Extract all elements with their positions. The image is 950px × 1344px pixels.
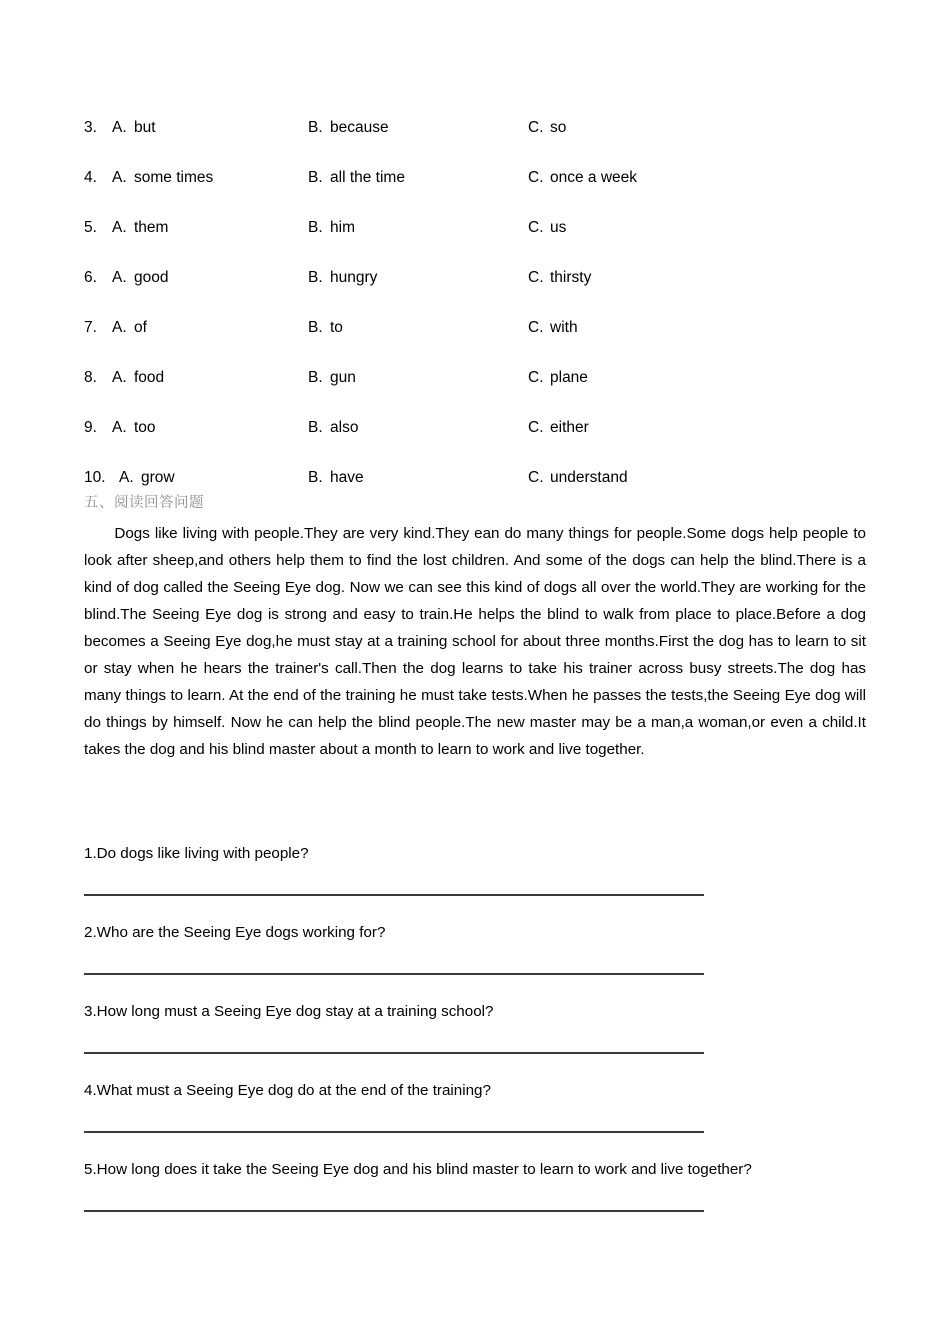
mc-option-c-letter: C. — [528, 369, 544, 386]
mc-option-c[interactable] — [528, 368, 588, 388]
question-item — [84, 1080, 874, 1159]
mc-option-c-letter: C. — [528, 119, 544, 136]
mc-option-b-letter: B. — [308, 169, 323, 186]
mc-option-b-text: all the time — [330, 169, 405, 186]
mc-option-c[interactable] — [528, 118, 566, 138]
answer-line[interactable] — [84, 1131, 704, 1133]
mc-option-b-letter: B. — [308, 419, 323, 436]
mc-option-a[interactable] — [112, 268, 168, 288]
mc-option-a-letter: A. — [119, 469, 134, 486]
mc-option-c-text: either — [550, 419, 589, 436]
mc-option-a[interactable] — [112, 118, 156, 138]
mc-item-number: 4. — [84, 169, 97, 186]
mc-option-c-letter: C. — [528, 319, 544, 336]
mc-row — [84, 218, 884, 268]
mc-option-b-text: have — [330, 469, 364, 486]
section-heading: 五、阅读回答问题 — [84, 495, 204, 511]
mc-option-c-letter: C. — [528, 219, 544, 236]
mc-option-b[interactable] — [308, 318, 343, 338]
answer-line[interactable] — [84, 973, 704, 975]
mc-item-number: 5. — [84, 219, 97, 236]
mc-option-c[interactable] — [528, 268, 591, 288]
mc-item-number: 9. — [84, 419, 97, 436]
mc-option-b-text: him — [330, 219, 355, 236]
mc-option-b[interactable] — [308, 368, 356, 388]
question-item — [84, 922, 874, 1001]
question-text: 2.Who are the Seeing Eye dogs working for? — [84, 924, 386, 941]
answer-line[interactable] — [84, 1210, 704, 1212]
mc-option-c-letter: C. — [528, 419, 544, 436]
mc-item-number: 3. — [84, 119, 97, 136]
question-text: 3.How long must a Seeing Eye dog stay at a training school? — [84, 1003, 494, 1020]
reading-passage: Dogs like living with people.They are very kind.They ean do many things for people.Some dogs help people to look after sheep,and others help them to find the lost children. And some of the dogs can help the blind.There is a kind of dog called the Seeing Eye dog. Now we can see this kind of dogs all over the world.They are working for the blind.The Seeing Eye dog is strong and easy to train.He helps the blind to walk from place to place.Before a dog becomes a Seeing Eye dog,he must stay at a training school for about three months.First the dog has to learn to sit or stay when he hears the trainer's call.Then the dog learns to take his trainer across busy streets.The dog has many things to learn. At the end of the training he must take tests.When he passes the tests,the Seeing Eye dog will do things by himself. Now he can help the blind people.The new master may be a man,a woman,or even a child.It takes the dog and his blind master about a month to learn to work and live together. — [84, 525, 866, 758]
mc-option-b-letter: B. — [308, 319, 323, 336]
mc-option-c-text: plane — [550, 369, 588, 386]
mc-option-a-text: them — [134, 219, 169, 236]
mc-option-a-letter: A. — [112, 269, 127, 286]
mc-option-a-letter: A. — [112, 119, 127, 136]
mc-option-a-text: of — [134, 319, 147, 336]
mc-option-c[interactable] — [528, 168, 637, 188]
mc-option-c-letter: C. — [528, 469, 544, 486]
mc-option-a[interactable] — [112, 168, 213, 188]
question-item — [84, 843, 874, 922]
mc-option-c-text: once a week — [550, 169, 638, 186]
mc-row — [84, 468, 884, 518]
mc-option-c[interactable] — [528, 318, 578, 338]
mc-option-c-text: us — [550, 219, 567, 236]
question-list — [84, 843, 874, 1238]
mc-option-c-text: understand — [550, 469, 628, 486]
mc-option-a[interactable] — [119, 468, 175, 488]
mc-item-number: 6. — [84, 269, 97, 286]
mc-option-b-text: hungry — [330, 269, 378, 286]
mc-option-c-letter: C. — [528, 169, 544, 186]
mc-option-b-text: because — [330, 119, 389, 136]
multiple-choice-block — [84, 118, 884, 518]
mc-item-number: 10. — [84, 469, 106, 486]
mc-option-a[interactable] — [112, 218, 168, 238]
mc-option-b-text: gun — [330, 369, 356, 386]
mc-option-a-letter: A. — [112, 369, 127, 386]
mc-option-a-text: food — [134, 369, 165, 386]
mc-option-a-text: grow — [141, 469, 175, 486]
mc-item-number: 7. — [84, 319, 97, 336]
mc-option-a-letter: A. — [112, 219, 127, 236]
mc-option-a[interactable] — [112, 318, 147, 338]
mc-row — [84, 168, 884, 218]
mc-row — [84, 318, 884, 368]
mc-option-b[interactable] — [308, 268, 377, 288]
question-text: 1.Do dogs like living with people? — [84, 845, 309, 862]
mc-option-b-letter: B. — [308, 369, 323, 386]
mc-row — [84, 118, 884, 168]
mc-item-number: 8. — [84, 369, 97, 386]
mc-option-b-text: to — [330, 319, 343, 336]
mc-option-c[interactable] — [528, 218, 566, 238]
mc-option-c-text: thirsty — [550, 269, 592, 286]
mc-option-a-text: some times — [134, 169, 214, 186]
mc-option-b[interactable] — [308, 168, 405, 188]
mc-option-a-letter: A. — [112, 419, 127, 436]
mc-option-a-text: too — [134, 419, 156, 436]
mc-option-b-text: also — [330, 419, 359, 436]
answer-line[interactable] — [84, 1052, 704, 1054]
mc-option-b-letter: B. — [308, 269, 323, 286]
mc-option-c-letter: C. — [528, 269, 544, 286]
mc-option-a-letter: A. — [112, 169, 127, 186]
question-item — [84, 1001, 874, 1080]
mc-option-a[interactable] — [112, 418, 156, 438]
mc-row — [84, 268, 884, 318]
mc-option-b-letter: B. — [308, 219, 323, 236]
mc-option-c[interactable] — [528, 468, 628, 488]
mc-option-b[interactable] — [308, 418, 358, 438]
mc-row — [84, 368, 884, 418]
mc-row — [84, 418, 884, 468]
mc-option-c[interactable] — [528, 418, 589, 438]
mc-option-a-letter: A. — [112, 319, 127, 336]
mc-option-b-letter: B. — [308, 119, 323, 136]
mc-option-a-text: but — [134, 119, 156, 136]
question-text: 4.What must a Seeing Eye dog do at the end of the training? — [84, 1082, 491, 1099]
question-item — [84, 1159, 874, 1238]
answer-line[interactable] — [84, 894, 704, 896]
mc-option-b-letter: B. — [308, 469, 323, 486]
mc-option-a-text: good — [134, 269, 169, 286]
mc-option-b[interactable] — [308, 118, 389, 138]
mc-option-a[interactable] — [112, 368, 164, 388]
mc-option-c-text: so — [550, 119, 567, 136]
question-text: 5.How long does it take the Seeing Eye dog and his blind master to learn to work and live together? — [84, 1161, 752, 1178]
mc-option-c-text: with — [550, 319, 578, 336]
mc-option-b[interactable] — [308, 468, 364, 488]
mc-option-b[interactable] — [308, 218, 355, 238]
